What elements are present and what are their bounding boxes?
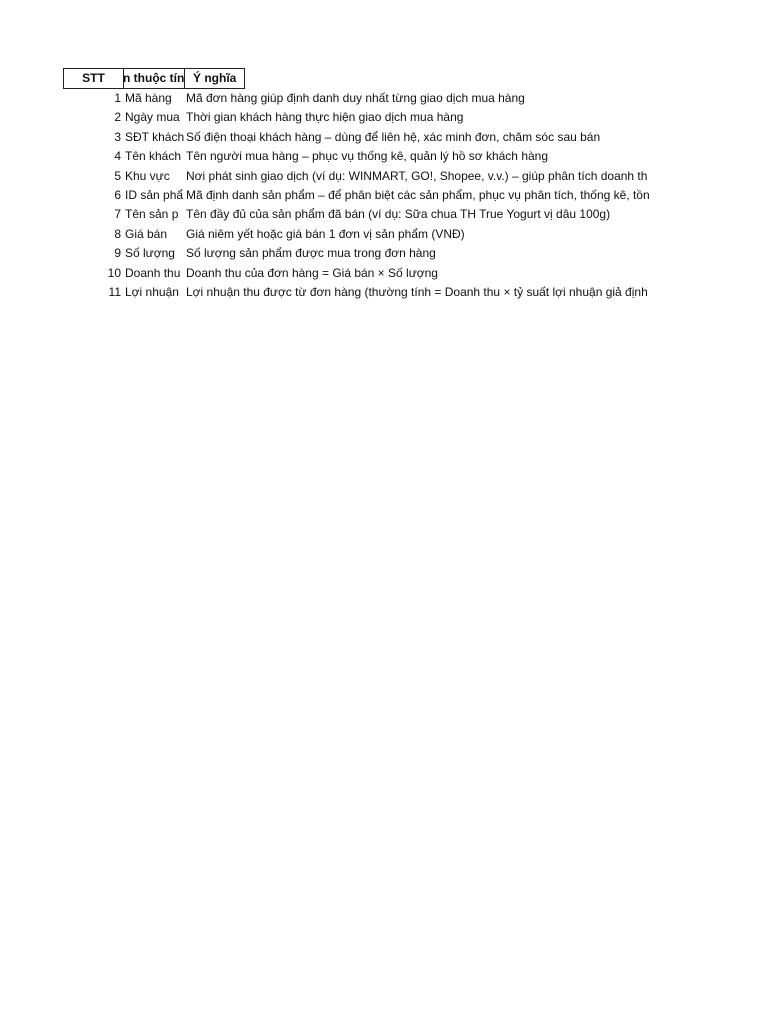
row-attribute: Doanh thu xyxy=(125,265,181,280)
row-stt: 6 xyxy=(114,187,121,202)
row-attribute: Ngày mua xyxy=(125,110,180,125)
row-stt: 10 xyxy=(107,265,121,280)
header-attribute: n thuộc tín xyxy=(123,68,185,89)
row-stt: 11 xyxy=(108,284,121,299)
row-meaning: Giá niêm yết hoặc giá bán 1 đơn vị sản phẩm (VNĐ) xyxy=(186,226,465,241)
row-attribute: SĐT khách xyxy=(125,129,184,144)
row-meaning: Thời gian khách hàng thực hiện giao dịch mua hàng xyxy=(186,110,464,125)
table-body xyxy=(63,89,673,302)
row-meaning: Doanh thu của đơn hàng = Giá bán × Số lượng xyxy=(186,265,438,280)
table-row xyxy=(63,205,673,224)
table-row xyxy=(63,244,673,263)
header-meaning: Ý nghĩa xyxy=(184,68,245,89)
attribute-table xyxy=(63,68,673,302)
table-row xyxy=(63,186,673,205)
row-stt: 5 xyxy=(114,168,121,183)
row-stt: 7 xyxy=(114,207,121,222)
table-row xyxy=(63,128,673,147)
table-row xyxy=(63,283,673,302)
row-stt: 8 xyxy=(114,226,121,241)
row-meaning: Tên người mua hàng – phục vụ thống kê, quản lý hồ sơ khách hàng xyxy=(186,149,549,164)
row-attribute: Tên sản p xyxy=(125,207,179,222)
row-meaning: Số điện thoại khách hàng – dùng để liên hệ, xác minh đơn, chăm sóc sau bán xyxy=(186,129,601,144)
table-row xyxy=(63,108,673,127)
header-stt: STT xyxy=(63,68,124,89)
row-meaning: Mã định danh sản phẩm – để phân biệt các sản phẩm, phục vụ phân tích, thống kê, tồn xyxy=(186,187,650,202)
row-attribute: Số lượng xyxy=(125,246,175,261)
row-meaning: Mã đơn hàng giúp định danh duy nhất từng giao dịch mua hàng xyxy=(186,91,525,105)
row-stt: 4 xyxy=(114,149,121,164)
table-row xyxy=(63,147,673,166)
row-attribute: Tên khách xyxy=(125,149,182,164)
row-attribute: ID sản phẩ xyxy=(125,187,184,202)
row-attribute: Giá bán xyxy=(125,226,168,241)
row-attribute: Lợi nhuận xyxy=(125,284,179,299)
row-stt: 1 xyxy=(114,91,121,105)
table-row xyxy=(63,225,673,244)
row-stt: 3 xyxy=(114,129,121,144)
row-stt: 9 xyxy=(114,246,121,261)
table-row xyxy=(63,167,673,186)
table-header-row xyxy=(63,68,673,89)
row-attribute: Khu vực xyxy=(125,168,170,183)
row-meaning: Lợi nhuận thu được từ đơn hàng (thường tính = Doanh thu × tỷ suất lợi nhuận giả định xyxy=(186,284,648,299)
row-meaning: Tên đầy đủ của sản phẩm đã bán (ví dụ: Sữa chua TH True Yogurt vị dâu 100g) xyxy=(186,207,611,222)
row-meaning: Nơi phát sinh giao dịch (ví dụ: WINMART, GO!, Shopee, v.v.) – giúp phân tích doanh th xyxy=(186,168,648,183)
table-row xyxy=(63,89,673,108)
row-meaning: Số lượng sản phẩm được mua trong đơn hàng xyxy=(186,246,436,261)
row-stt: 2 xyxy=(114,110,121,125)
row-attribute: Mã hàng xyxy=(125,91,172,105)
table-row xyxy=(63,264,673,283)
